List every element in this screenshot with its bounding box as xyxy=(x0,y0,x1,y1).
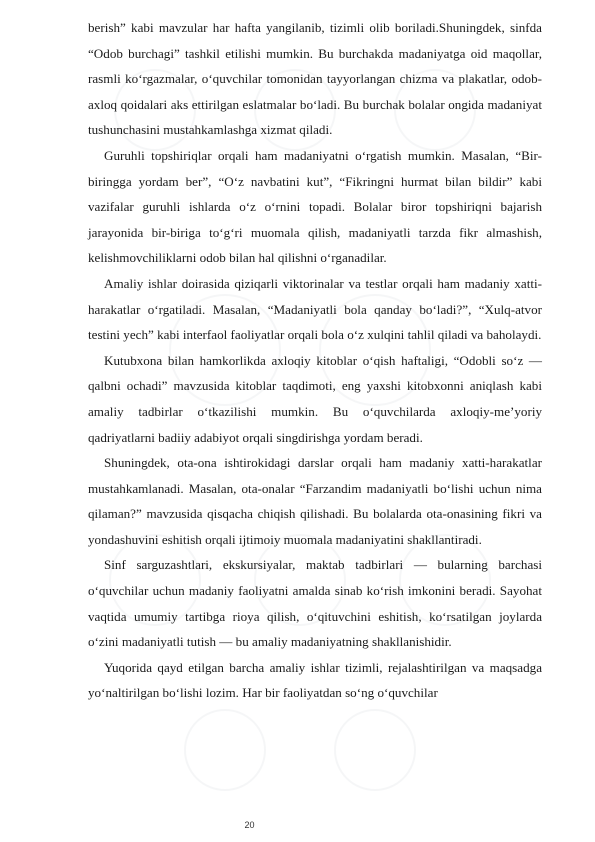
paragraph-1: berish” kabi mavzular har hafta yangilanib, tizimli olib boriladi.Shuningdek, sinfda “Odob burchagi” tashkil etilishi mumkin. Bu burchakda madaniyatga oid maqollar, rasmli ko‘rgazmalar, o‘quvchilar tomonidan tayyorlangan chizma va plakatlar, odob-axloq qoidalari aks ettirilgan eslatmalar bo‘ladi. Bu burchak bolalar ongida madaniyat tushunchasini mustahkamlashga xizmat qiladi. xyxy=(88,20,542,138)
paragraph-5: Shuningdek, ota-ona ishtirokidagi darslar orqali ham madaniy xatti-harakatlar mustahkamlanadi. Masalan, ota-onalar “Farzandim madaniyatli bo‘lishi uchun nima qilaman?” mavzusida qisqacha chiqish qilishadi. Bu bolalarda ota-onasining fikri va yondashuvini eshitish orqali ijtimoiy muomala madaniyatini shakllantiradi. xyxy=(88,455,542,547)
paragraph-2: Guruhli topshiriqlar orqali ham madaniyatni o‘rgatish mumkin. Masalan, “Bir-biringga yordam ber”, “O‘z navbatini kut”, “Fikringni hurmat bilan bildir” kabi vazifalar guruhli ishlarda o‘z o‘rnini topadi. Bolalar biror topshiriqni bajarish jarayonida bir-biriga to‘g‘ri muomala qilish, madaniyatli tarzda fikr almashish, kelishmovchiliklarni odob bilan hal qilishni o‘rganadilar. xyxy=(88,147,542,266)
paragraph-4: Kutubxona bilan hamkorlikda axloqiy kitoblar o‘qish haftaligi, “Odobli so‘z — qalbni ochadi” mavzusida kitoblar taqdimoti, eng yaxshi kitobxonni aniqlash kabi amaliy tadbirlar o‘tkazilishi mumkin. Bu o‘quvchilarda axloqiy-me’yoriy qadriyatlarni badiiy adabiyot orqali singdirishga yordam beradi. xyxy=(88,352,542,445)
document-body xyxy=(88,15,542,706)
paragraph-6: Sinf sarguzashtlari, ekskursiyalar, maktab tadbirlari — bularning barchasi o‘quvchilar uchun madaniy faoliyatni amalda sinab ko‘rish imkonini beradi. Sayohat vaqtida umumiy tartibga rioya qilish, o‘qituvchini eshitish, ko‘rsatilgan joylarda o‘zini madaniyatli tutish — bu amaliy madaniyatning shakllanishidir. xyxy=(88,557,542,650)
page-number: 20 xyxy=(244,820,255,830)
paragraph-3: Amaliy ishlar doirasida qiziqarli viktorinalar va testlar orqali ham madaniy xatti-harakatlar o‘rgatiladi. Masalan, “Madaniyatli bola qanday bo‘ladi?”, “Xulq-atvor testini yech” kabi interfaol faoliyatlar orqali bola o‘z xulqini tahlil qiladi va baholaydi. xyxy=(88,275,542,343)
paragraph-7: Yuqorida qayd etilgan barcha amaliy ishlar tizimli, rejalashtirilgan va maqsadga yo‘naltirilgan bo‘lishi lozim. Har bir faoliyatdan so‘ng o‘quvchilar xyxy=(88,659,542,701)
